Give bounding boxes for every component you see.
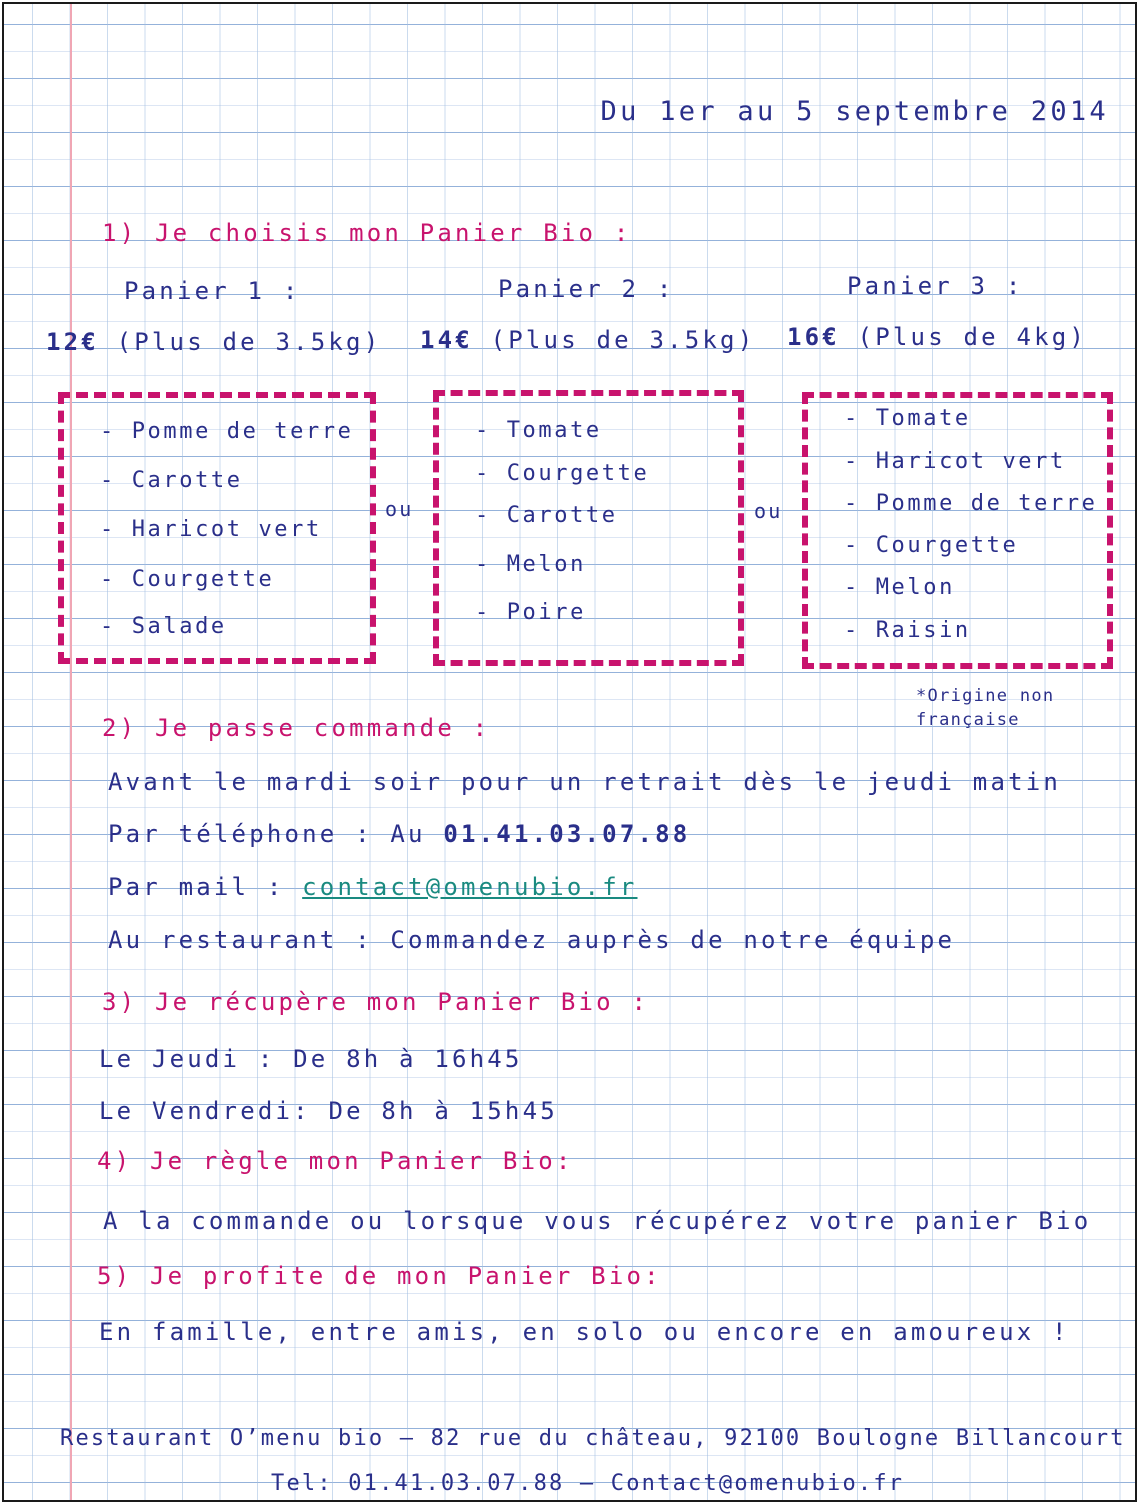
list-item: - Melon [844,575,955,600]
basket2-box [433,390,744,666]
footnote-line1: *Origine non [916,686,1055,706]
step2-mail-line [108,875,638,899]
basket3-name: Panier 3 : [847,272,1024,300]
list-item: - Raisin [844,618,971,643]
list-item: - Melon [475,552,586,577]
list-item: - Haricot vert [100,517,322,542]
separator-ou-1: ou [385,497,414,521]
basket3-box [802,392,1113,669]
basket1-price-line [46,330,381,354]
list-item: - Poire [475,600,586,625]
basket3-price-line [787,325,1087,349]
footer-line1: Restaurant O’menu bio – 82 rue du château, 92100 Boulogne Billancourt [60,1426,1126,1451]
date-line: Du 1er au 5 septembre 2014 [600,96,1109,127]
list-item: - Tomate [844,406,971,431]
list-item: - Tomate [475,418,602,443]
footer-line2: Tel: 01.41.03.07.88 – Contact@omenubio.fr [271,1471,905,1496]
basket2-price-line [420,328,755,352]
mail-link[interactable]: contact@omenubio.fr [302,873,638,901]
step2-restaurant-line: Au restaurant : Commandez auprès de notre équipe [108,926,956,954]
basket3-weight: (Plus de 4kg) [857,323,1088,351]
basket1-weight: (Plus de 3.5kg) [116,328,382,356]
step3-title: 3) Je récupère mon Panier Bio : [102,988,650,1016]
mail-label: Par mail : [108,873,303,901]
margin-line [70,4,72,1500]
list-item: - Courgette [100,567,275,592]
list-item: - Pomme de terre [100,419,354,444]
step3-line1: Le Jeudi : De 8h à 16h45 [99,1045,523,1073]
basket3-price: 16€ [787,323,840,351]
basket1-price: 12€ [46,328,99,356]
footnote-line2: française [916,710,1020,730]
list-item: - Courgette [844,533,1019,558]
basket2-name: Panier 2 : [498,275,675,303]
notebook-sheet [2,2,1137,1502]
phone-label: Par téléphone : Au [108,820,444,848]
list-item: - Pomme de terre [844,491,1098,516]
step5-title: 5) Je profite de mon Panier Bio: [97,1262,662,1290]
basket2-weight: (Plus de 3.5kg) [490,326,756,354]
list-item: - Haricot vert [844,449,1066,474]
step2-phone-line [108,822,690,846]
basket2-price: 14€ [420,326,473,354]
list-item: - Courgette [475,461,650,486]
basket1-box [58,392,376,664]
separator-ou-2: ou [754,499,783,523]
step1-title: 1) Je choisis mon Panier Bio : [102,219,632,247]
step5-line1: En famille, entre amis, en solo ou encore en amoureux ! [99,1318,1070,1346]
step3-line2: Le Vendredi: De 8h à 15h45 [99,1097,558,1125]
list-item: - Carotte [475,503,618,528]
step2-title: 2) Je passe commande : [102,714,491,742]
step4-line1: A la commande ou lorsque vous récupérez votre panier Bio [103,1207,1092,1235]
list-item: - Salade [100,614,227,639]
basket1-name: Panier 1 : [124,277,301,305]
step2-line1: Avant le mardi soir pour un retrait dès le jeudi matin [108,768,1062,796]
step4-title: 4) Je règle mon Panier Bio: [97,1147,574,1175]
phone-number: 01.41.03.07.88 [443,820,691,848]
list-item: - Carotte [100,468,243,493]
